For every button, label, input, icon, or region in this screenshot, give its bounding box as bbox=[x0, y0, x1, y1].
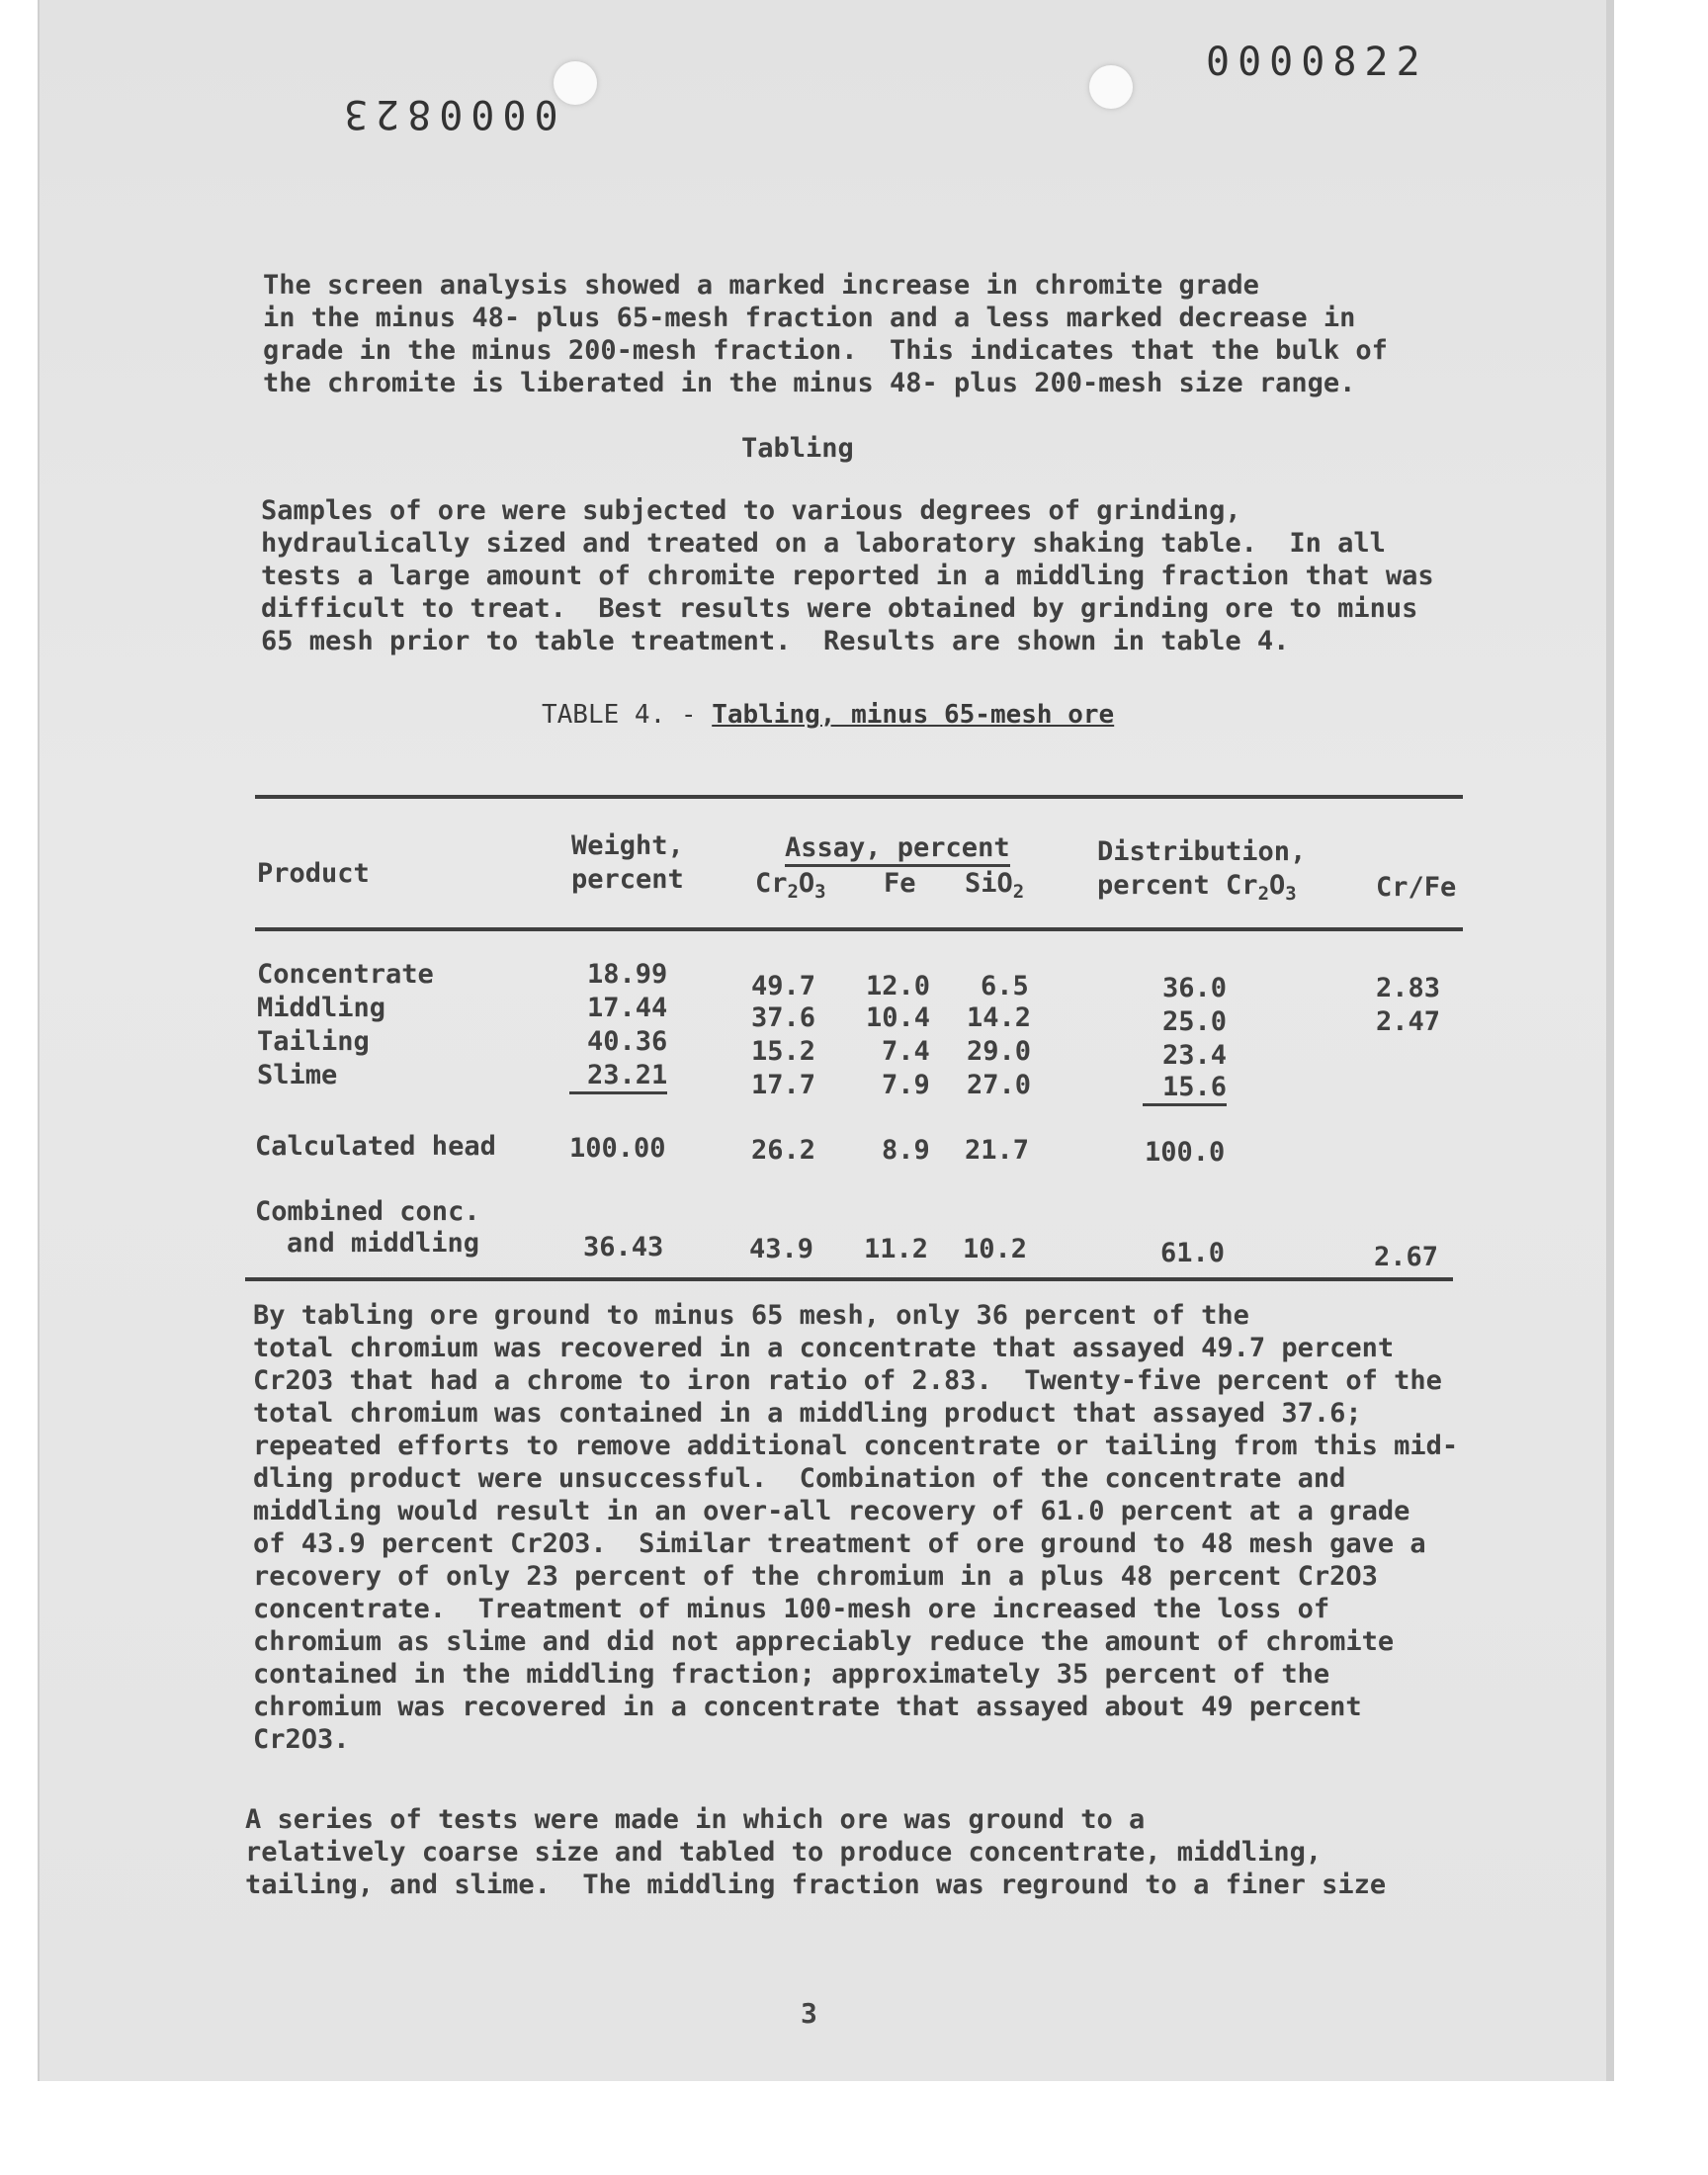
row-sio2: 27.0 bbox=[967, 1070, 1032, 1100]
document-number-stamp: 0000822 bbox=[1206, 40, 1428, 85]
combined-distribution: 61.0 bbox=[1160, 1238, 1226, 1268]
header-product: Product bbox=[257, 858, 370, 889]
table-caption-title: Tabling, minus 65-mesh ore bbox=[712, 700, 1115, 730]
row-weight: 17.44 bbox=[587, 993, 668, 1023]
table-top-rule bbox=[255, 795, 1463, 799]
section-heading: Tabling bbox=[741, 433, 854, 464]
head-cr2o3: 26.2 bbox=[751, 1135, 816, 1166]
header-assay: Assay, percent bbox=[785, 832, 1010, 867]
row-cr2o3: 15.2 bbox=[751, 1036, 816, 1067]
paragraph-tabling-results: By tabling ore ground to minus 65 mesh, only 36 percent of the total chromium was recovered in a concentrate that assayed 49.7 percent Cr2O3 that had a chrome to iron ratio of 2.83. Twenty-five percent of the total chromium was contained in a middling product that assayed 37.6; repeated efforts to remove additional concentrate or tailing from this mid- dling product were unsuccessful. Combination of the concentrate and middling would result in an over-all recovery of 61.0 percent at a grade of 43.9 percent Cr2O3. Similar treatment of ore ground to 48 mesh gave a recovery of only 23 percent of the chromium in a plus 48 percent Cr2O3 concentrate. Treatment of minus 100-mesh ore increased the loss of chromium as slime and did not appreciably reduce the amount of chromite contained in the middling fraction; approximately 35 percent of the chromium was recovered in a concentrate that assayed about 49 percent Cr2O3. bbox=[253, 1300, 1459, 1755]
row-distribution: 36.0 bbox=[1162, 973, 1228, 1003]
header-sio2: SiO$_2$ bbox=[965, 868, 1025, 903]
row-sio2: 6.5 bbox=[981, 971, 1029, 1001]
punch-hole-right bbox=[1089, 65, 1133, 109]
row-weight: 23.21 bbox=[569, 1060, 667, 1094]
table-bottom-rule bbox=[245, 1277, 1453, 1281]
combined-fe: 11.2 bbox=[864, 1234, 929, 1264]
row-cr2o3: 17.7 bbox=[751, 1070, 816, 1100]
row-distribution: 15.6 bbox=[1143, 1072, 1227, 1106]
row-fe: 7.4 bbox=[882, 1036, 930, 1067]
row-fe: 7.9 bbox=[882, 1070, 930, 1100]
head-weight: 100.00 bbox=[569, 1133, 666, 1164]
row-cr2o3: 49.7 bbox=[751, 971, 816, 1001]
header-distribution-line1: Distribution, bbox=[1097, 836, 1307, 867]
row-product: Concentrate bbox=[257, 959, 434, 990]
punch-hole-left bbox=[554, 61, 597, 105]
page-edge bbox=[1606, 0, 1614, 2081]
row-distribution: 25.0 bbox=[1162, 1006, 1228, 1037]
row-cr2o3: 37.6 bbox=[751, 1002, 816, 1033]
paragraph-screen-analysis: The screen analysis showed a marked increase in chromite grade in the minus 48- plus 65-mesh fraction and a less marked decrease in grade in the minus 200-mesh fraction. This indicates that the bulk of the chromite is liberated in the minus 48- plus 200-mesh size range. bbox=[263, 270, 1388, 398]
header-distribution-line2: percent $Cr_2O_3$ bbox=[1097, 870, 1297, 905]
header-weight-line2: percent bbox=[571, 864, 684, 895]
rotated-document-number-stamp: 0000823 bbox=[336, 91, 558, 136]
combined-product-line1: Combined conc. bbox=[255, 1196, 480, 1227]
row-distribution: 23.4 bbox=[1162, 1040, 1228, 1071]
row-product: Slime bbox=[257, 1060, 338, 1090]
head-distribution: 100.0 bbox=[1145, 1137, 1226, 1168]
row-sio2: 14.2 bbox=[967, 1002, 1032, 1033]
combined-sio2: 10.2 bbox=[963, 1234, 1028, 1264]
page-number: 3 bbox=[801, 1997, 817, 2030]
header-cr-fe: Cr/Fe bbox=[1376, 872, 1457, 903]
row-product: Middling bbox=[257, 993, 386, 1023]
head-product: Calculated head bbox=[255, 1131, 496, 1162]
row-weight: 40.36 bbox=[587, 1026, 668, 1057]
row-fe: 10.4 bbox=[866, 1002, 931, 1033]
row-fe: 12.0 bbox=[866, 971, 931, 1001]
combined-product-line2: and middling bbox=[287, 1228, 480, 1259]
combined-weight: 36.43 bbox=[583, 1232, 664, 1262]
head-fe: 8.9 bbox=[882, 1135, 930, 1166]
head-sio2: 21.7 bbox=[965, 1135, 1030, 1166]
table-caption-prefix: TABLE 4. - bbox=[542, 700, 713, 730]
header-weight-line1: Weight, bbox=[571, 830, 684, 861]
combined-cr-fe: 2.67 bbox=[1374, 1242, 1439, 1272]
paragraph-series-of-tests: A series of tests were made in which ore was ground to a relatively coarse size and tabled to produce concentrate, middling, tailing, and slime. The middling fraction was reground to a finer size bbox=[245, 1804, 1387, 1900]
row-weight: 18.99 bbox=[587, 959, 668, 990]
combined-cr2o3: 43.9 bbox=[749, 1234, 814, 1264]
row-product: Tailing bbox=[257, 1026, 370, 1057]
header-fe: Fe bbox=[884, 868, 916, 899]
table-header-rule bbox=[255, 927, 1463, 931]
header-cr2o3: $Cr_2O_3$ bbox=[755, 868, 826, 903]
paragraph-samples: Samples of ore were subjected to various degrees of grinding, hydraulically sized and treated on a laboratory shaking table. In all tests a large amount of chromite reported in a middling fraction that was difficult to treat. Best results were obtained by grinding ore to minus 65 mesh prior to table treatment. Results are shown in table 4. bbox=[261, 495, 1434, 656]
row-cr-fe: 2.83 bbox=[1376, 973, 1441, 1003]
table-caption bbox=[542, 700, 1114, 730]
row-cr-fe: 2.47 bbox=[1376, 1006, 1441, 1037]
row-sio2: 29.0 bbox=[967, 1036, 1032, 1067]
